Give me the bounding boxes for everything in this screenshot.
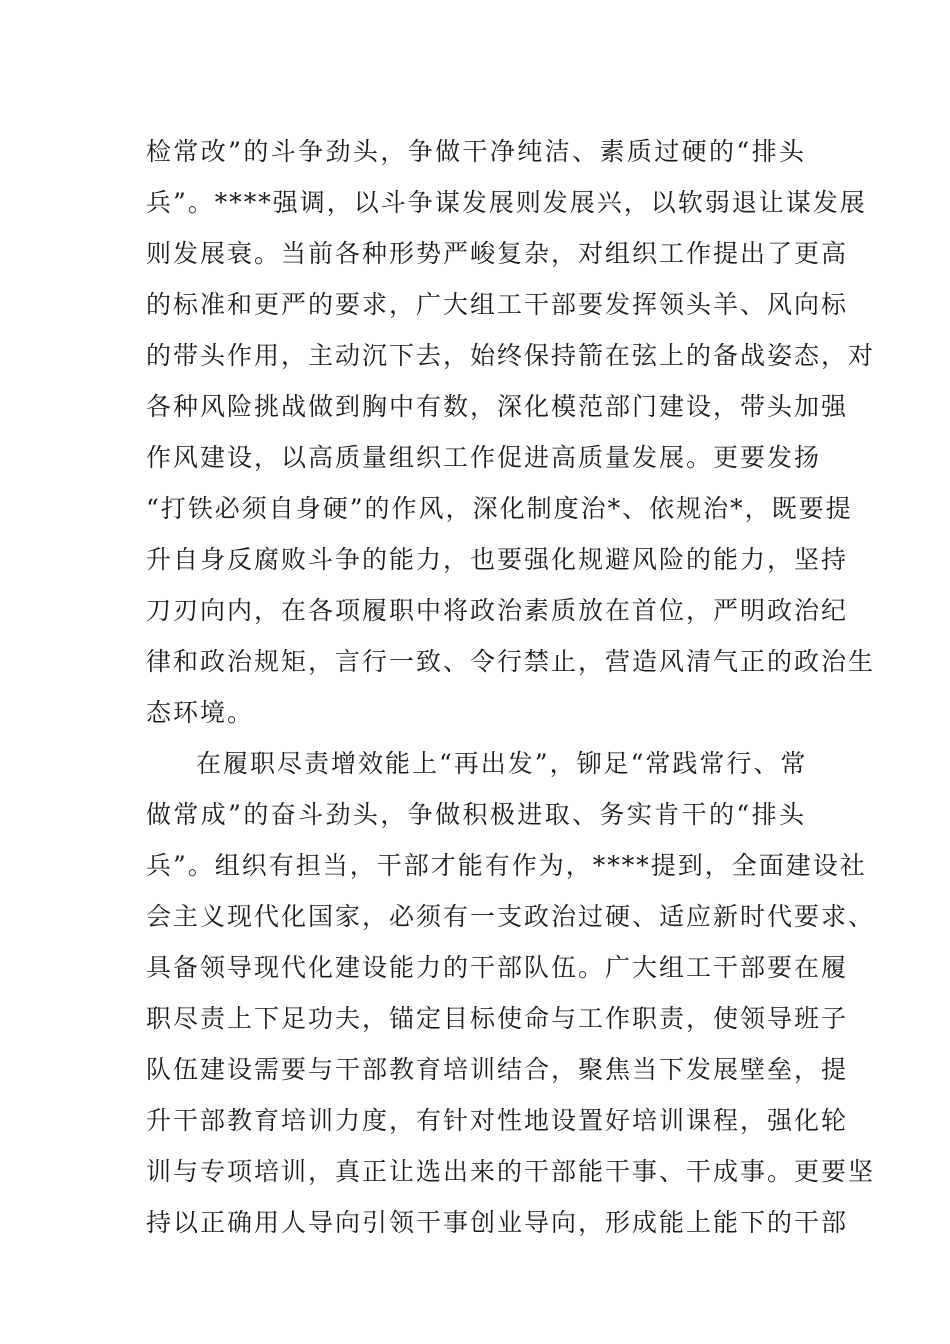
text-line: 兵”。****强调，以斗争谋发展则发展兴，以软弱退让谋发展 xyxy=(146,188,867,217)
text-line: 队伍建设需要与干部教育培训结合，聚焦当下发展壁垒，提 xyxy=(146,1055,849,1084)
text-line: 的标准和更严的要求，广大组工干部要发挥领头羊、风向标 xyxy=(146,290,849,319)
text-line: 职尽责上下足功夫，锚定目标使命与工作职责，使领导班子 xyxy=(146,1004,849,1033)
text-line: 则发展衰。当前各种形势严峻复杂，对组织工作提出了更高 xyxy=(146,239,849,268)
text-line: 会主义现代化国家，必须有一支政治过硬、适应新时代要求、 xyxy=(146,902,876,931)
text-line: 训与专项培训，真正让选出来的干部能干事、干成事。更要坚 xyxy=(146,1157,876,1186)
text-line: 律和政治规矩，言行一致、令行禁止，营造风清气正的政治生 xyxy=(146,647,876,676)
text-line: 态环境。 xyxy=(146,698,255,727)
text-line: 刀刃向内，在各项履职中将政治素质放在首位，严明政治纪 xyxy=(146,596,849,625)
text-line: 的带头作用，主动沉下去，始终保持箭在弦上的备战姿态，对 xyxy=(146,341,876,370)
text-line: 作风建设，以高质量组织工作促进高质量发展。更要发扬 xyxy=(146,443,822,472)
text-line: 升自身反腐败斗争的能力，也要强化规避风险的能力，坚持 xyxy=(146,545,849,574)
paragraph-1 xyxy=(146,126,876,738)
text-line: “打铁必须自身硬”的作风，深化制度治*、依规治*，既要提 xyxy=(146,494,853,523)
text-line: 升干部教育培训力度，有针对性地设置好培训课程，强化轮 xyxy=(146,1106,849,1135)
document-body xyxy=(146,126,876,1248)
paragraph-2 xyxy=(146,738,876,1248)
text-line: 各种风险挑战做到胸中有数，深化模范部门建设，带头加强 xyxy=(146,392,849,421)
text-line: 持以正确用人导向引领干事创业导向，形成能上能下的干部 xyxy=(146,1208,849,1237)
text-line: 兵”。组织有担当，干部才能有作为，****提到，全面建设社 xyxy=(146,851,867,880)
text-line: 在履职尽责增效能上“再出发”，铆足“常践常行、常 xyxy=(196,749,808,778)
text-line: 具备领导现代化建设能力的干部队伍。广大组工干部要在履 xyxy=(146,953,849,982)
text-line: 检常改”的斗争劲头，争做干净纯洁、素质过硬的“排头 xyxy=(146,137,806,166)
text-line: 做常成”的奋斗劲头，争做积极进取、务实肯干的“排头 xyxy=(146,800,806,829)
